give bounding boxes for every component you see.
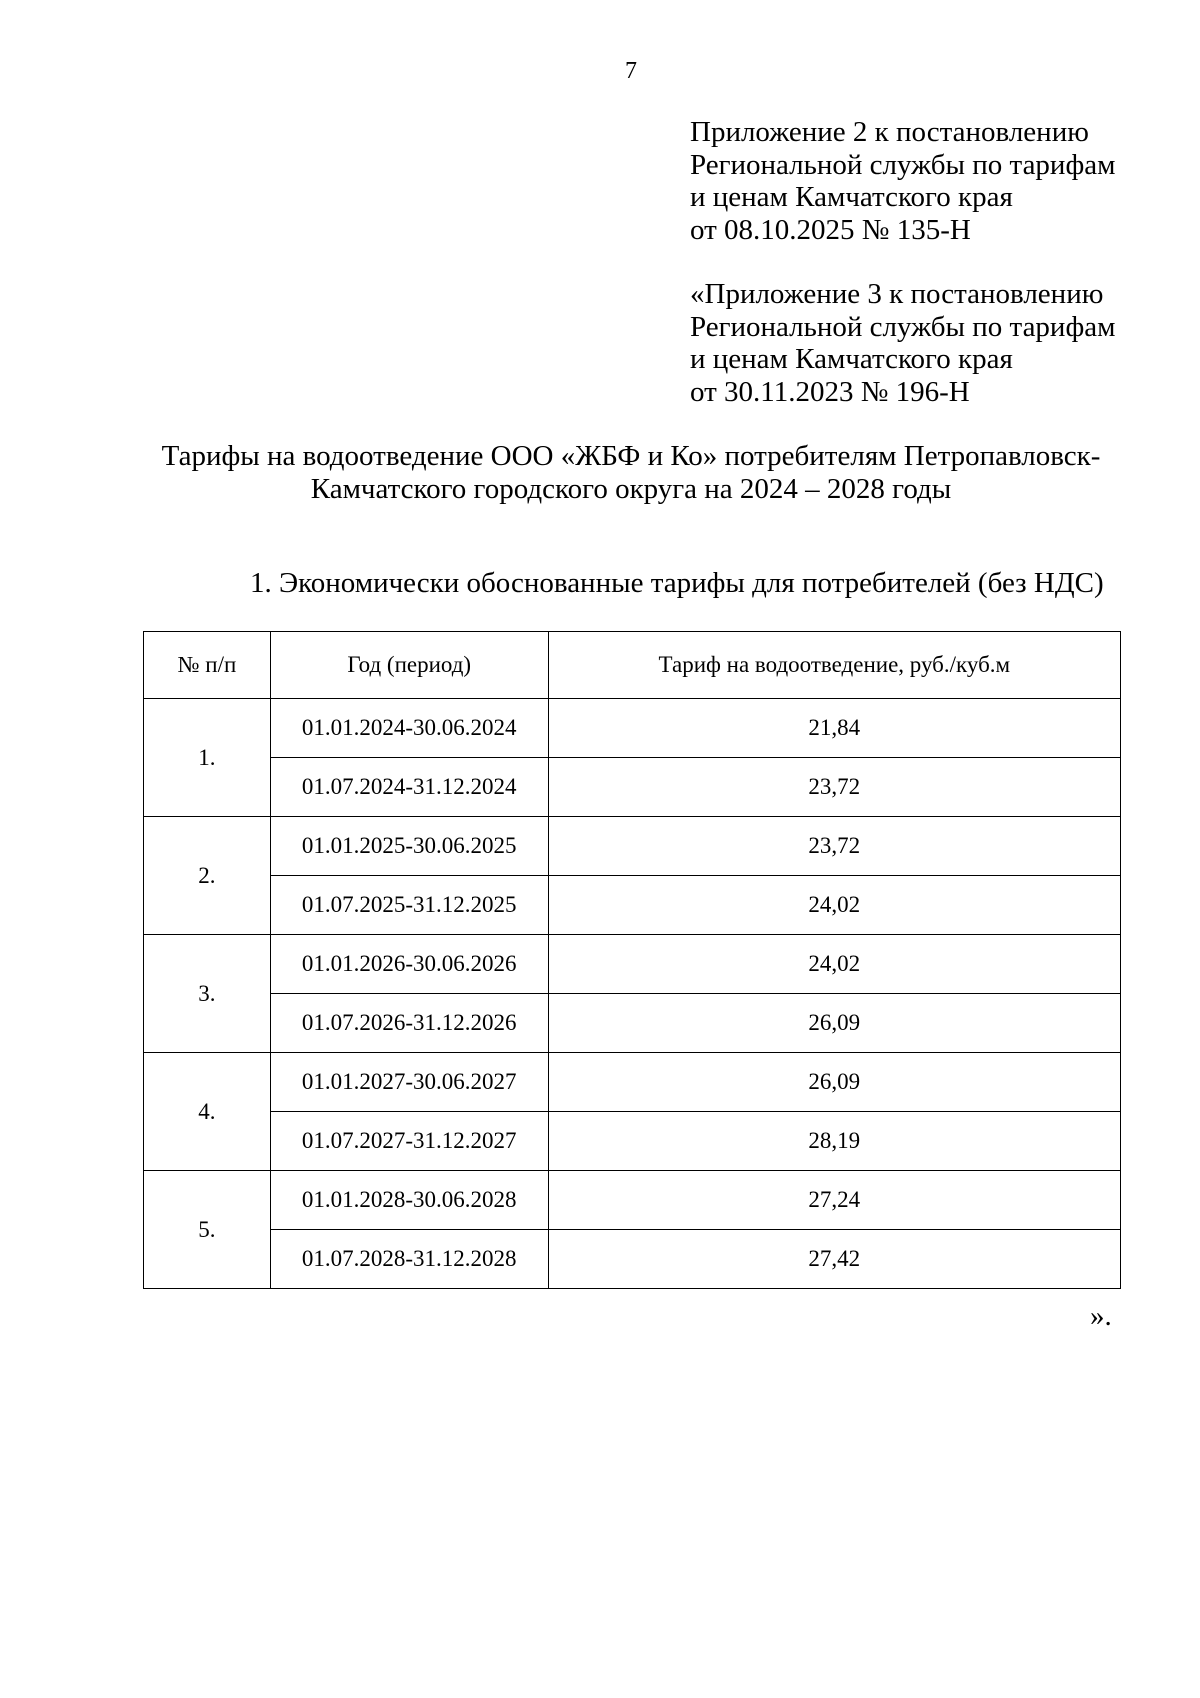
tariff-cell: 24,02 — [548, 935, 1120, 994]
tariff-cell: 28,19 — [548, 1112, 1120, 1171]
tariff-cell: 26,09 — [548, 994, 1120, 1053]
appendix-original-line: от 30.11.2023 № 196-Н — [690, 375, 970, 408]
table-row — [144, 935, 1121, 994]
table-header-row — [144, 632, 1121, 699]
table-row — [144, 1171, 1121, 1230]
row-number: 1. — [144, 699, 271, 817]
header-num: № п/п — [144, 632, 271, 699]
document-title — [100, 440, 1162, 506]
period-cell: 01.01.2028-30.06.2028 — [270, 1171, 548, 1230]
table-row — [144, 876, 1121, 935]
table-row — [144, 699, 1121, 758]
header-tariff: Тариф на водоотведение, руб./куб.м — [548, 632, 1120, 699]
tariff-cell: 21,84 — [548, 699, 1120, 758]
period-cell: 01.01.2024-30.06.2024 — [270, 699, 548, 758]
row-number: 4. — [144, 1053, 271, 1171]
row-number: 5. — [144, 1171, 271, 1289]
period-cell: 01.07.2026-31.12.2026 — [270, 994, 548, 1053]
document-title-line: Камчатского городского округа на 2024 – 2028 годы — [310, 473, 952, 505]
tariff-cell: 24,02 — [548, 876, 1120, 935]
period-cell: 01.01.2027-30.06.2027 — [270, 1053, 548, 1112]
appendix-original-line: «Приложение 3 к постановлению — [690, 278, 1104, 310]
tariff-table — [143, 631, 1121, 1289]
closing-quote-mark: ». — [1090, 1300, 1112, 1332]
period-cell: 01.07.2028-31.12.2028 — [270, 1230, 548, 1289]
period-cell: 01.07.2027-31.12.2027 — [270, 1112, 548, 1171]
appendix-current-line: Региональной службы по тарифам — [690, 148, 1116, 181]
tariff-cell: 23,72 — [548, 817, 1120, 876]
period-cell: 01.07.2025-31.12.2025 — [270, 876, 548, 935]
row-number: 2. — [144, 817, 271, 935]
table-row — [144, 817, 1121, 876]
appendix-current-reference — [690, 116, 1170, 246]
page-number: 7 — [625, 58, 637, 84]
tariff-cell: 27,24 — [548, 1171, 1120, 1230]
table-row — [144, 994, 1121, 1053]
appendix-current-line: и ценам Камчатского края — [690, 181, 1013, 213]
appendix-original-line: Региональной службы по тарифам — [690, 310, 1116, 343]
period-cell: 01.07.2024-31.12.2024 — [270, 758, 548, 817]
tariff-cell: 27,42 — [548, 1230, 1120, 1289]
period-cell: 01.01.2026-30.06.2026 — [270, 935, 548, 994]
table-row — [144, 1053, 1121, 1112]
table-row — [144, 758, 1121, 817]
tariff-cell: 23,72 — [548, 758, 1120, 817]
tariff-cell: 26,09 — [548, 1053, 1120, 1112]
document-title-line: Тарифы на водоотведение ООО «ЖБФ и Ко» потребителям Петропавловск- — [161, 440, 1101, 472]
table-row — [144, 1112, 1121, 1171]
table-row — [144, 1230, 1121, 1289]
section-heading: 1. Экономически обоснованные тарифы для потребителей (без НДС) — [250, 567, 1104, 599]
header-period: Год (период) — [270, 632, 548, 699]
appendix-original-line: и ценам Камчатского края — [690, 343, 1013, 375]
period-cell: 01.01.2025-30.06.2025 — [270, 817, 548, 876]
appendix-current-line: Приложение 2 к постановлению — [690, 116, 1089, 148]
appendix-current-line: от 08.10.2025 № 135-Н — [690, 213, 971, 246]
row-number: 3. — [144, 935, 271, 1053]
appendix-original-reference — [690, 278, 1170, 408]
